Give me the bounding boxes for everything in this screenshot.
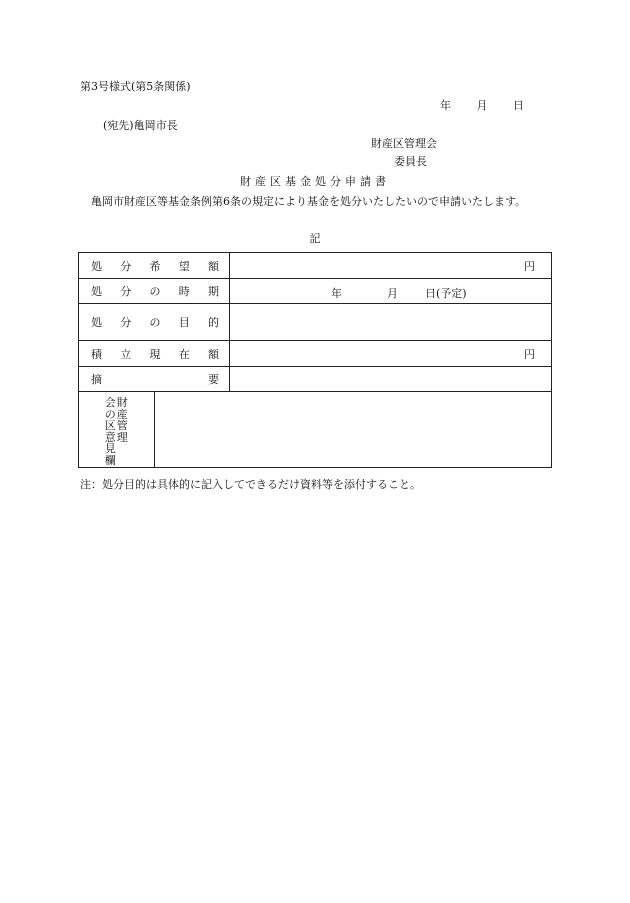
vertical-label-char: の xyxy=(104,407,116,421)
form-number: 第3号様式(第5条関係) xyxy=(80,80,191,93)
balance-field[interactable] xyxy=(230,341,552,367)
vertical-label-char: 会 xyxy=(104,396,116,409)
row-purpose xyxy=(79,304,552,341)
purpose-label xyxy=(91,314,219,330)
label-char: 分 xyxy=(120,316,132,329)
timing-year: 年 xyxy=(331,287,342,300)
label-char: 期 xyxy=(208,285,219,298)
vertical-label-char: 産 xyxy=(116,407,128,421)
label-timing xyxy=(79,279,230,304)
label-char: 分 xyxy=(120,259,132,273)
label-char: 額 xyxy=(208,347,219,361)
label-char: 時 xyxy=(178,285,190,298)
label-char: 処 xyxy=(91,316,102,329)
label-opinion xyxy=(79,392,155,468)
vertical-label-char: 理 xyxy=(116,430,128,444)
note: 注：処分目的は具体的に記入してできるだけ資料等を添付すること。 xyxy=(80,478,421,491)
label-desired-amount xyxy=(79,253,230,279)
label-char: 望 xyxy=(178,259,190,273)
label-char: 的 xyxy=(208,316,219,329)
summary-field[interactable] xyxy=(230,367,552,392)
body-text: 亀岡市財産区等基金条例第6条の規定により基金を処分いたしたいので申請いたします。 xyxy=(91,195,527,208)
opinion-label-col-left xyxy=(104,397,116,466)
date-line: 年 月 日 xyxy=(440,99,524,112)
vertical-label-char: 区 xyxy=(104,419,116,432)
ki-heading: 記 xyxy=(309,232,321,245)
summary-label xyxy=(91,371,219,387)
label-char: 立 xyxy=(120,347,132,361)
label-balance xyxy=(79,341,230,367)
vertical-label-char: 管 xyxy=(116,419,128,432)
label-char: の xyxy=(149,285,161,298)
desired-amount-unit: 円 xyxy=(524,259,535,273)
label-char: 処 xyxy=(91,285,102,298)
label-purpose xyxy=(79,304,230,341)
timing-field[interactable] xyxy=(230,279,552,304)
vertical-label-char: 財 xyxy=(116,396,128,409)
row-summary xyxy=(79,367,552,392)
label-summary xyxy=(79,367,230,392)
summary-label-left: 摘 xyxy=(91,373,102,386)
purpose-field[interactable] xyxy=(230,304,552,341)
label-char: 現 xyxy=(149,347,161,361)
balance-label xyxy=(91,346,219,362)
application-table xyxy=(78,252,552,468)
vertical-label-char: 意 xyxy=(104,430,116,444)
timing-month: 月 xyxy=(387,287,398,300)
row-timing xyxy=(79,279,552,304)
opinion-field[interactable] xyxy=(154,392,552,468)
row-balance xyxy=(79,341,552,367)
label-char: 額 xyxy=(208,259,219,273)
applicant-organization: 財産区管理会 xyxy=(371,137,437,150)
vertical-label-char: 欄 xyxy=(104,453,116,467)
label-char: 分 xyxy=(120,285,132,298)
vertical-label-char: 見 xyxy=(104,442,116,455)
opinion-label-vertical xyxy=(79,397,154,466)
label-char: 在 xyxy=(178,347,190,361)
label-char: 積 xyxy=(91,347,102,361)
label-char: 目 xyxy=(178,316,190,329)
addressee: (宛先)亀岡市長 xyxy=(103,119,178,132)
label-char: の xyxy=(149,316,161,329)
label-char: 希 xyxy=(149,259,161,273)
opinion-label-col-right xyxy=(116,397,128,466)
desired-amount-label xyxy=(91,258,219,274)
timing-day: 日(予定) xyxy=(425,287,467,300)
row-opinion xyxy=(79,392,552,468)
balance-unit: 円 xyxy=(524,347,535,361)
desired-amount-field[interactable] xyxy=(230,253,552,279)
row-desired-amount xyxy=(79,253,552,279)
label-char: 処 xyxy=(91,259,102,273)
document-title: 財産区基金処分申請書 xyxy=(240,175,390,188)
timing-label xyxy=(91,283,219,299)
applicant-role: 委員長 xyxy=(394,155,427,168)
summary-label-right: 要 xyxy=(208,373,219,386)
